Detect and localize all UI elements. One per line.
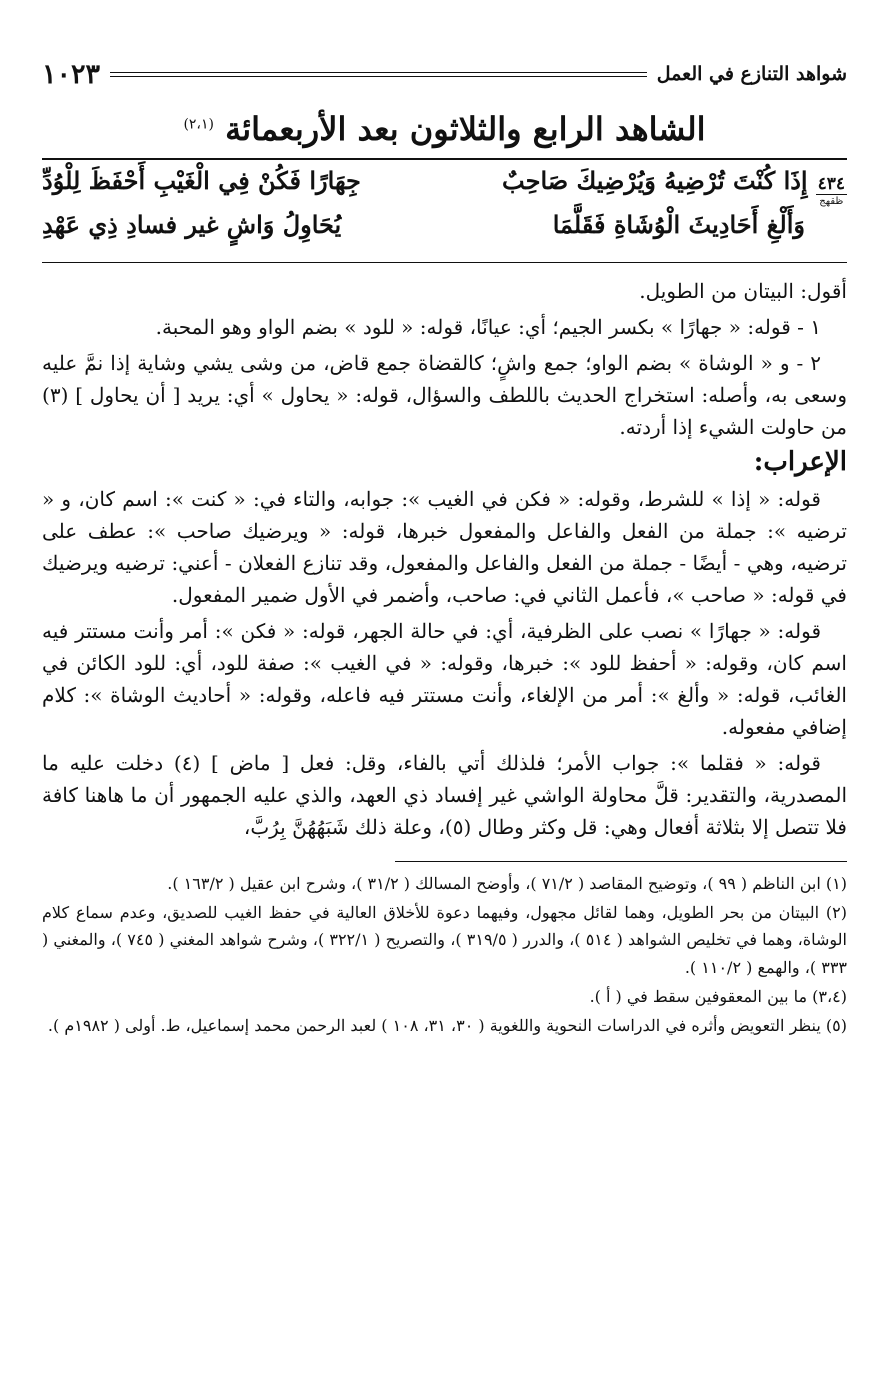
footnote: (٢) البيتان من بحر الطويل، وهما لقائل مجهول، وفيهما دعوة للأخلاق العالية في حفظ الغيب للصديق، وعدم سماع كلام الوشاة، وهما في تخليص الشواهد ( ٥١٤ )، والدرر ( ٣١٩/٥ )، والتصريح ( ٣٢٢/١ )، وشرح شواهد المغني ( ٧٤٥ )، والمغني ( ٣٣٣ )، والهمع ( ١١٠/٢ ). [42, 903, 847, 977]
irab-section [42, 483, 847, 843]
commentary-section [42, 275, 847, 443]
commentary-paragraph: أقول: البيتان من الطويل. [639, 279, 847, 303]
footnote: (١) ابن الناظم ( ٩٩ )، وتوضيح المقاصد ( ٧١/٢ )، وأوضح المسالك ( ٣١/٢ )، وشرح ابن عقيل ( ١٦٣/٢ ). [167, 874, 847, 893]
footnote: (٣،٤) ما بين المعقوفين سقط في ( أ ). [589, 986, 847, 1006]
verse-1-first-hemistich [461, 166, 847, 207]
page-number: ١٠٢٣ [42, 58, 101, 90]
verse-number: ٤٣٤ ظقهج [817, 174, 845, 207]
footnotes [42, 870, 847, 1039]
verse-line-2 [42, 210, 847, 254]
footnote: (٥) ينظر التعويض وأثره في الدراسات النحوية واللغوية ( ٣٠، ٣١، ١٠٨ ) لعبد الرحمن محمد إسماعيل، ط. أولى ( ١٩٨٢م ). [47, 1015, 847, 1035]
verse-2-right-text: وَأَلْغِ أَحَادِيثَ الْوُشَاةِ فَقَلَّمَا [552, 210, 805, 239]
irab-paragraph: قوله: « جهارًا » نصب على الظرفية، أي: في حالة الجهر، قوله: « فكن »: أمر وأنت مستتر فيه اسم كان، وقوله: « أحفظ للود »: خبرها، وقوله: « في الغيب »: صفة للود، أي: للود الكائن في الغائب، قوله: « وألغ »: أمر من الإلغاء، وأنت مستتر فيه فاعله، وقوله: « أحاديث الوشاة »: كلام إضافي مفعوله. [42, 619, 847, 739]
verse-1-right-text: إِذَا كُنْتَ تُرْضِيهُ وَيُرْضِيكَ صَاحِبٌ [502, 166, 808, 195]
commentary-paragraph: ١ - قوله: « جهارًا » بكسر الجيم؛ أي: عيانًا، قوله: « للود » بضم الواو وهو المحبة. [155, 315, 821, 339]
chapter-title [42, 110, 847, 148]
title-footnote-ref: (٢،١) [183, 116, 214, 133]
verse-block [42, 158, 847, 263]
commentary-paragraph: ٢ - و « الوشاة » بضم الواو؛ جمع واشٍ؛ كالقضاة جمع قاض، من وشى يشي وشاية إذا نمَّ عليه وسعى به، وأصله: استخراج الحديث باللطف والسؤال، قوله: « يحاول » أي: يريد [ أن يحاول ] (٣) من حاولت الشيء إذا أردته. [42, 351, 847, 439]
footnote-divider [395, 861, 847, 862]
verse-1-left-text: جِهَارًا فَكُنْ فِي الْغَيْبِ أَحْفَظَ لِلْوُدِّ [42, 166, 361, 195]
verse-2-left-text: يُحَاوِلُ وَاشٍ غير فسادِ ذِي عَهْدِ [42, 210, 342, 239]
irab-paragraph: قوله: « فقلما »: جواب الأمر؛ فلذلك أتي بالفاء، وقل: فعل [ ماض ] (٤) دخلت عليه ما المصدرية، والتقدير: قلَّ محاولة الواشي غير إفساد ذي العهد، والذي عليه الجمهور أن ما هاهنا كافة فلا تتصل إلا بثلاثة أفعال وهي: قل وكثر وطال (٥)، وعلة ذلك شَبَهُهُنَّ بِرُبَّ، [42, 751, 847, 839]
running-title: شواهد التنازع في العمل [656, 63, 847, 85]
verse-line-1 [42, 166, 847, 210]
irab-paragraph: قوله: « إذا » للشرط، وقوله: « فكن في الغيب »: جوابه، والتاء في: « كنت »: اسم كان، و « ترضيه »: جملة من الفعل والفاعل والمفعول خبرها، قوله: « ويرضيك صاحب »: عطف على ترضيه، وهي - أيضًا - جملة من الفعل والفاعل والمفعول، وقد تنازع الفعلان - أعني: ترضيه ويرضيك في قوله: « صاحب »، فأعمل الثاني في: صاحب، وأضمر في الأول ضمير المفعول. [42, 487, 847, 607]
title-text: الشاهد الرابع والثلاثون بعد الأربعمائة [225, 110, 706, 148]
running-header [42, 54, 847, 94]
meter-mark: ظقهج [819, 196, 844, 207]
irab-heading: الإعراب: [753, 447, 847, 477]
header-rule [110, 72, 647, 77]
